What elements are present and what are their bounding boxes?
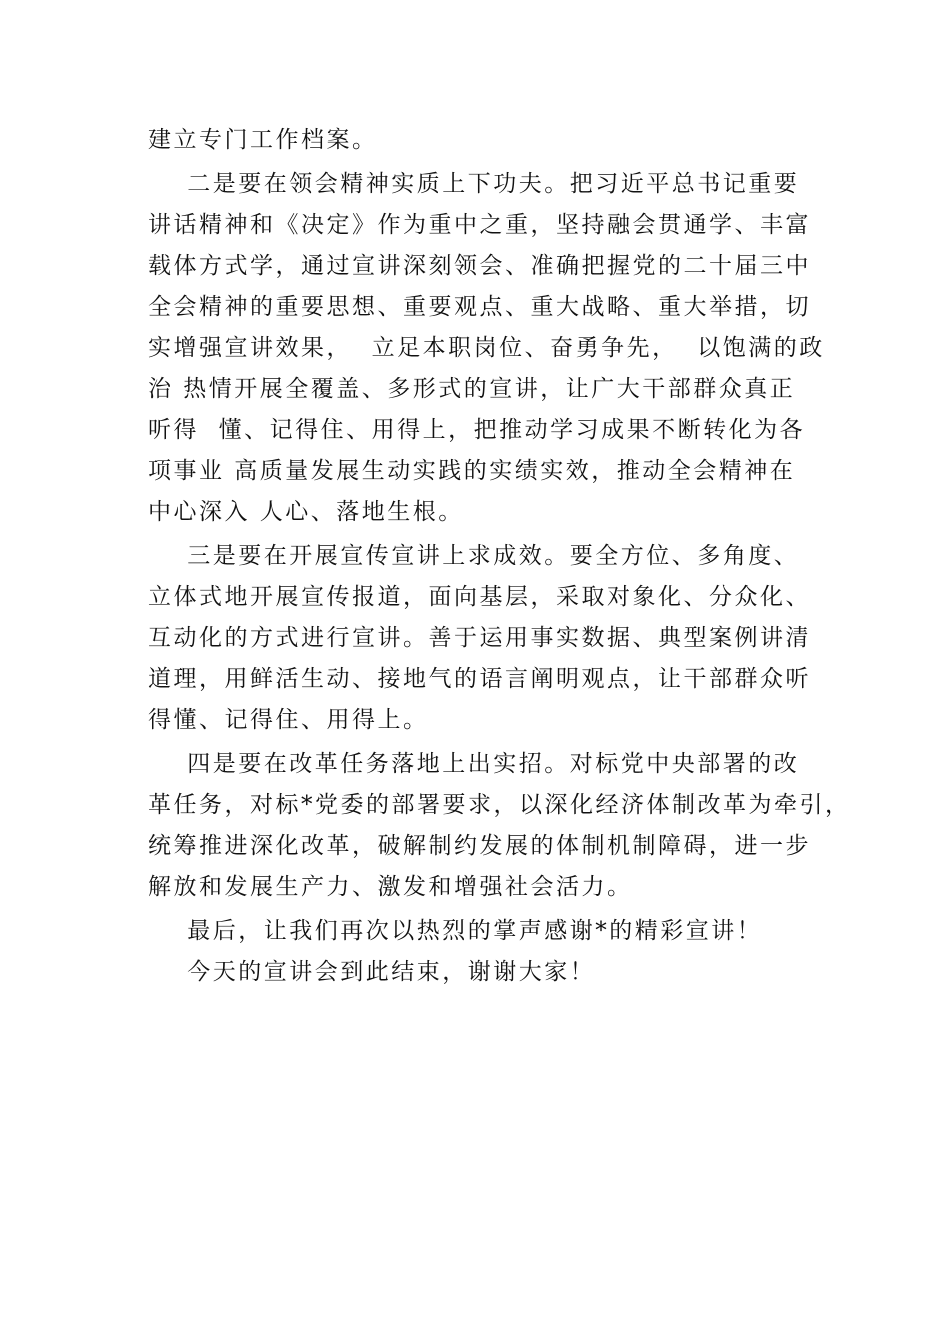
text-line: 三是要在开展宣传宣讲上求成效。要全方位、多角度、 [148,543,800,569]
paragraph-fourth-point [148,744,851,908]
document-body [148,120,851,993]
text-line: 中心深入 人心、落地生根。 [148,499,464,525]
text-line: 今天的宣讲会到此结束，谢谢大家！ [148,959,596,985]
text-line: 统筹推进深化改革，破解制约发展的体制机制障碍，进一步 [148,833,811,859]
paragraph-third-point [148,536,828,741]
text-line: 道理，用鲜活生动、接地气的语言阐明观点，让干部群众听 [148,666,811,692]
paragraph-second-point [148,164,828,533]
text-line: 治 热情开展全覆盖、多形式的宣讲，让广大干部群众真正 [148,376,796,402]
paragraph-thanks [148,911,828,952]
paragraph-archive [148,120,828,161]
text-line: 讲话精神和《决定》作为重中之重，坚持融会贯通学、丰富 [148,212,811,238]
text-line: 解放和发展生产力、激发和增强社会活力。 [148,874,633,900]
text-line: 得懂、记得住、用得上。 [148,707,429,733]
text-line: 最后，让我们再次以热烈的掌声感谢*的精彩宣讲！ [148,918,763,944]
text-line: 立体式地开展宣传报道，面向基层，采取对象化、分众化、 [148,584,811,610]
text-line: 载体方式学，通过宣讲深刻领会、准确把握党的二十届三中 [148,253,811,279]
text-line: 建立专门工作档案。 [148,127,378,153]
text-line: 实增强宣讲效果， 立足本职岗位、奋勇争先， 以饱满的政 [148,335,825,361]
text-line: 互动化的方式进行宣讲。善于运用事实数据、典型案例讲清 [148,625,811,651]
text-line: 项事业 高质量发展生动实践的实绩实效，推动全会精神在 [148,458,796,484]
text-line: 二是要在领会精神实质上下功夫。把习近平总书记重要 [148,171,800,197]
text-line: 革任务，对标*党委的部署要求，以深化经济体制改革为牵引， [148,792,851,818]
text-line: 全会精神的重要思想、重要观点、重大战略、重大举措，切 [148,294,811,320]
paragraph-closing [148,952,828,993]
text-line: 四是要在改革任务落地上出实招。对标党中央部署的改 [148,751,800,777]
text-line: 听得 懂、记得住、用得上，把推动学习成果不断转化为各 [148,417,806,443]
